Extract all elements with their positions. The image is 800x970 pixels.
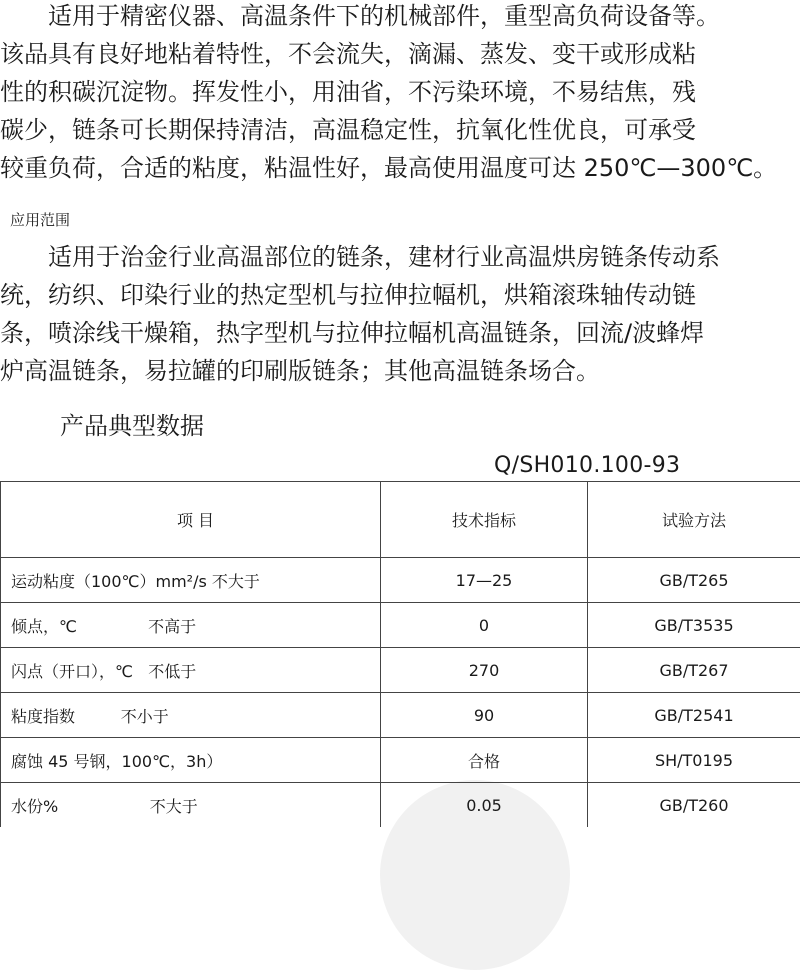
intro-line: 该品具有良好地粘着特性，不会流失，滴漏、蒸发、变干或形成粘	[0, 35, 800, 73]
row-item: 腐蚀 45 号钢，100℃，3h）	[1, 738, 381, 783]
row-spec: 合格	[381, 738, 588, 783]
application-line: 适用于治金行业高温部位的链条，建材行业高温烘房链条传动系	[0, 238, 800, 276]
header-method: 试验方法	[588, 482, 800, 558]
row-spec: 17—25	[381, 558, 588, 603]
application-line: 条，喷涂线干燥箱，热字型机与拉伸拉幅机高温链条，回流/波蜂焊	[0, 314, 800, 352]
intro-line: 较重负荷，合适的粘度，粘温性好，最高使用温度可达 250℃—300℃。	[0, 149, 800, 187]
row-method: GB/T3535	[588, 603, 800, 648]
row-spec: 270	[381, 648, 588, 693]
intro-line: 适用于精密仪器、高温条件下的机械部件，重型高负荷设备等。	[0, 0, 800, 35]
application-line: 统，纺织、印染行业的热定型机与拉伸拉幅机，烘箱滚珠轴传动链	[0, 276, 800, 314]
row-method: GB/T265	[588, 558, 800, 603]
row-item: 粘度指数 不小于	[1, 693, 381, 738]
intro-paragraph	[0, 0, 800, 187]
application-heading: 应用范围	[10, 210, 70, 230]
row-spec: 0	[381, 603, 588, 648]
row-method: GB/T2541	[588, 693, 800, 738]
typical-data-heading: 产品典型数据	[60, 409, 204, 443]
row-item: 运动粘度（100℃）mm²/s 不大于	[1, 558, 381, 603]
table-row	[1, 648, 800, 693]
row-method: SH/T0195	[588, 738, 800, 783]
table-row	[1, 558, 800, 603]
table-header-row	[1, 482, 800, 558]
row-item: 水份% 不大于	[1, 783, 381, 828]
intro-line: 性的积碳沉淀物。挥发性小，用油省，不污染环境，不易结焦，残	[0, 73, 800, 111]
table-row	[1, 738, 800, 783]
intro-line: 碳少，链条可长期保持清洁，高温稳定性，抗氧化性优良，可承受	[0, 111, 800, 149]
table-row	[1, 603, 800, 648]
header-item: 项 目	[1, 482, 381, 558]
row-method: GB/T260	[588, 783, 800, 828]
row-method: GB/T267	[588, 648, 800, 693]
table-row	[1, 783, 800, 828]
row-spec: 90	[381, 693, 588, 738]
application-line: 炉高温链条，易拉罐的印刷版链条；其他高温链条场合。	[0, 352, 800, 390]
table-row	[1, 693, 800, 738]
header-spec: 技术指标	[381, 482, 588, 558]
application-paragraph	[0, 238, 800, 390]
row-spec: 0.05	[381, 783, 588, 828]
spec-table	[0, 481, 800, 827]
row-item: 闪点（开口），℃ 不低于	[1, 648, 381, 693]
row-item: 倾点，℃ 不高于	[1, 603, 381, 648]
standard-code: Q/SH010.100-93	[494, 452, 680, 480]
